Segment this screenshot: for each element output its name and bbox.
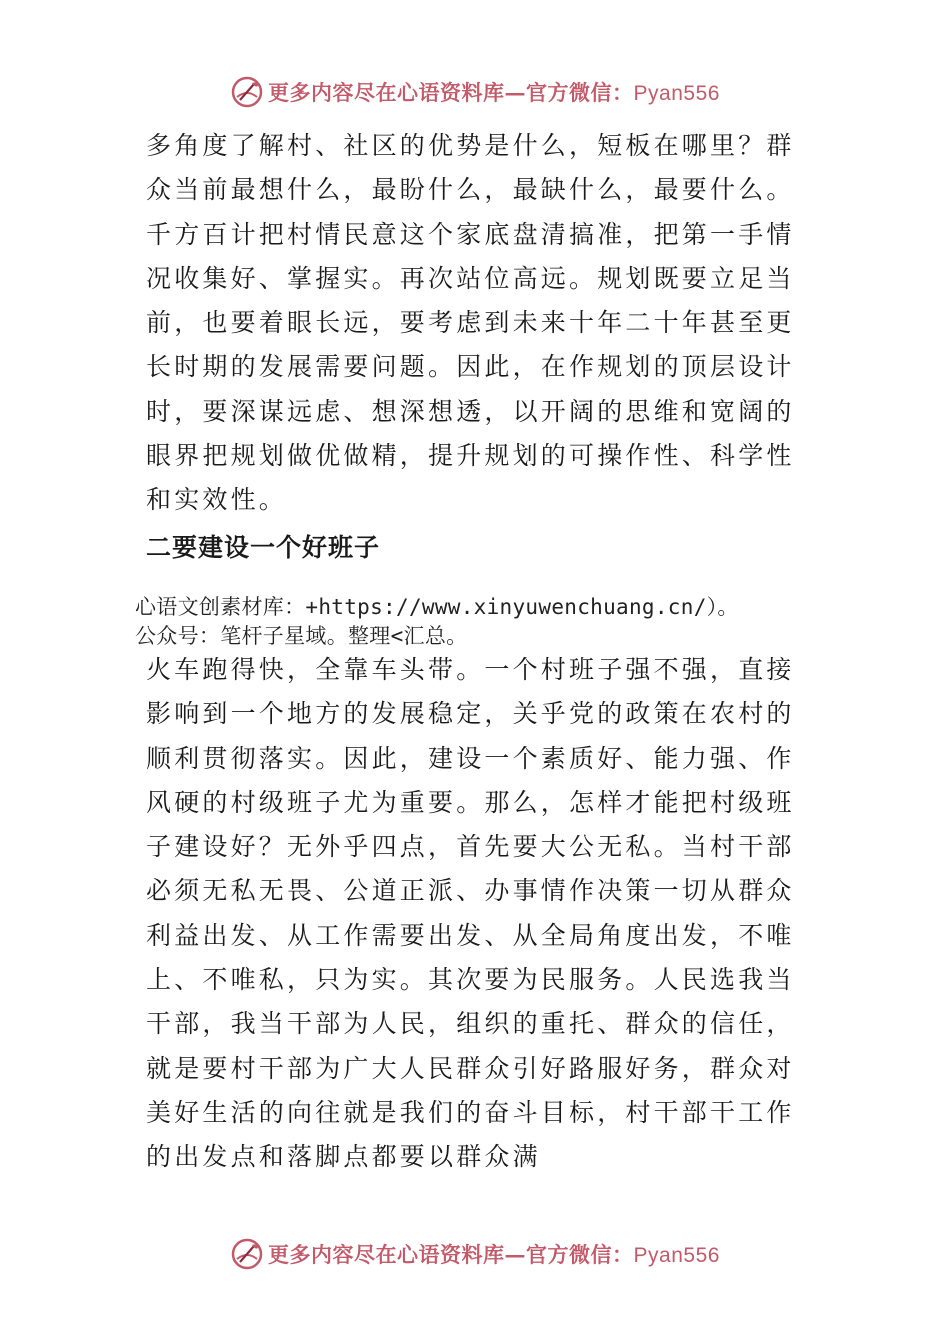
footer-brand-label: 更多内容尽在心语资料库—官方微信： xyxy=(268,1242,634,1267)
source-note-line-2: 公众号：笔杆子星域。整理<汇总。 xyxy=(135,624,468,648)
source-note-line-1: 心语文创素材库：+https://www.xinyuwenchuang.cn/）。 xyxy=(135,595,739,619)
body-paragraph-1: 多角度了解村、社区的优势是什么，短板在哪里？群众当前最想什么，最盼什么，最缺什么，最要什么。千方百计把村情民意这个家底盘清搞准，把第一手情况收集好、掌握实。再次站位高远。规划既要立足当前，也要着眼长远，要考虑到未来十年二十年甚至更长时期的发展需要问题。因此，在作规划的顶层设计时，要深谋远虑、想深想透，以开阔的思维和宽阔的眼界把规划做优做精，提升规划的可操作性、科学性和实效性。 xyxy=(146,131,795,515)
page-header xyxy=(0,70,950,114)
book-quill-logo-icon xyxy=(230,1237,264,1271)
body-paragraph-2: 火车跑得快，全靠车头带。一个村班子强不强，直接影响到一个地方的发展稳定，关乎党的政策在农村的顺利贯彻落实。因此，建设一个素质好、能力强、作风硬的村级班子尤为重要。那么，怎样才能把村级班子建设好？无外乎四点，首先要大公无私。当村干部必须无私无畏、公道正派、办事情作决策一切从群众利益出发、从工作需要出发、从全局角度出发，不唯上、不唯私，只为实。其次要为民服务。人民选我当干部，我当干部为人民，组织的重托、群众的信任，就是要村干部为广大人民群众引好路服好务，群众对美好生活的向往就是我们的奋斗目标，村干部干工作的出发点和落脚点都要以群众满 xyxy=(146,655,795,1172)
page-footer xyxy=(0,1232,950,1276)
section-heading: 二要建设一个好班子 xyxy=(146,533,381,562)
source-note xyxy=(135,593,825,651)
header-wechat-id: Pyan556 xyxy=(633,82,720,105)
footer-wechat-id: Pyan556 xyxy=(633,1244,720,1267)
header-brand-label: 更多内容尽在心语资料库—官方微信： xyxy=(268,80,634,105)
header-brand-text xyxy=(268,77,720,107)
footer-brand-text xyxy=(268,1239,720,1269)
book-quill-logo-icon xyxy=(230,75,264,109)
